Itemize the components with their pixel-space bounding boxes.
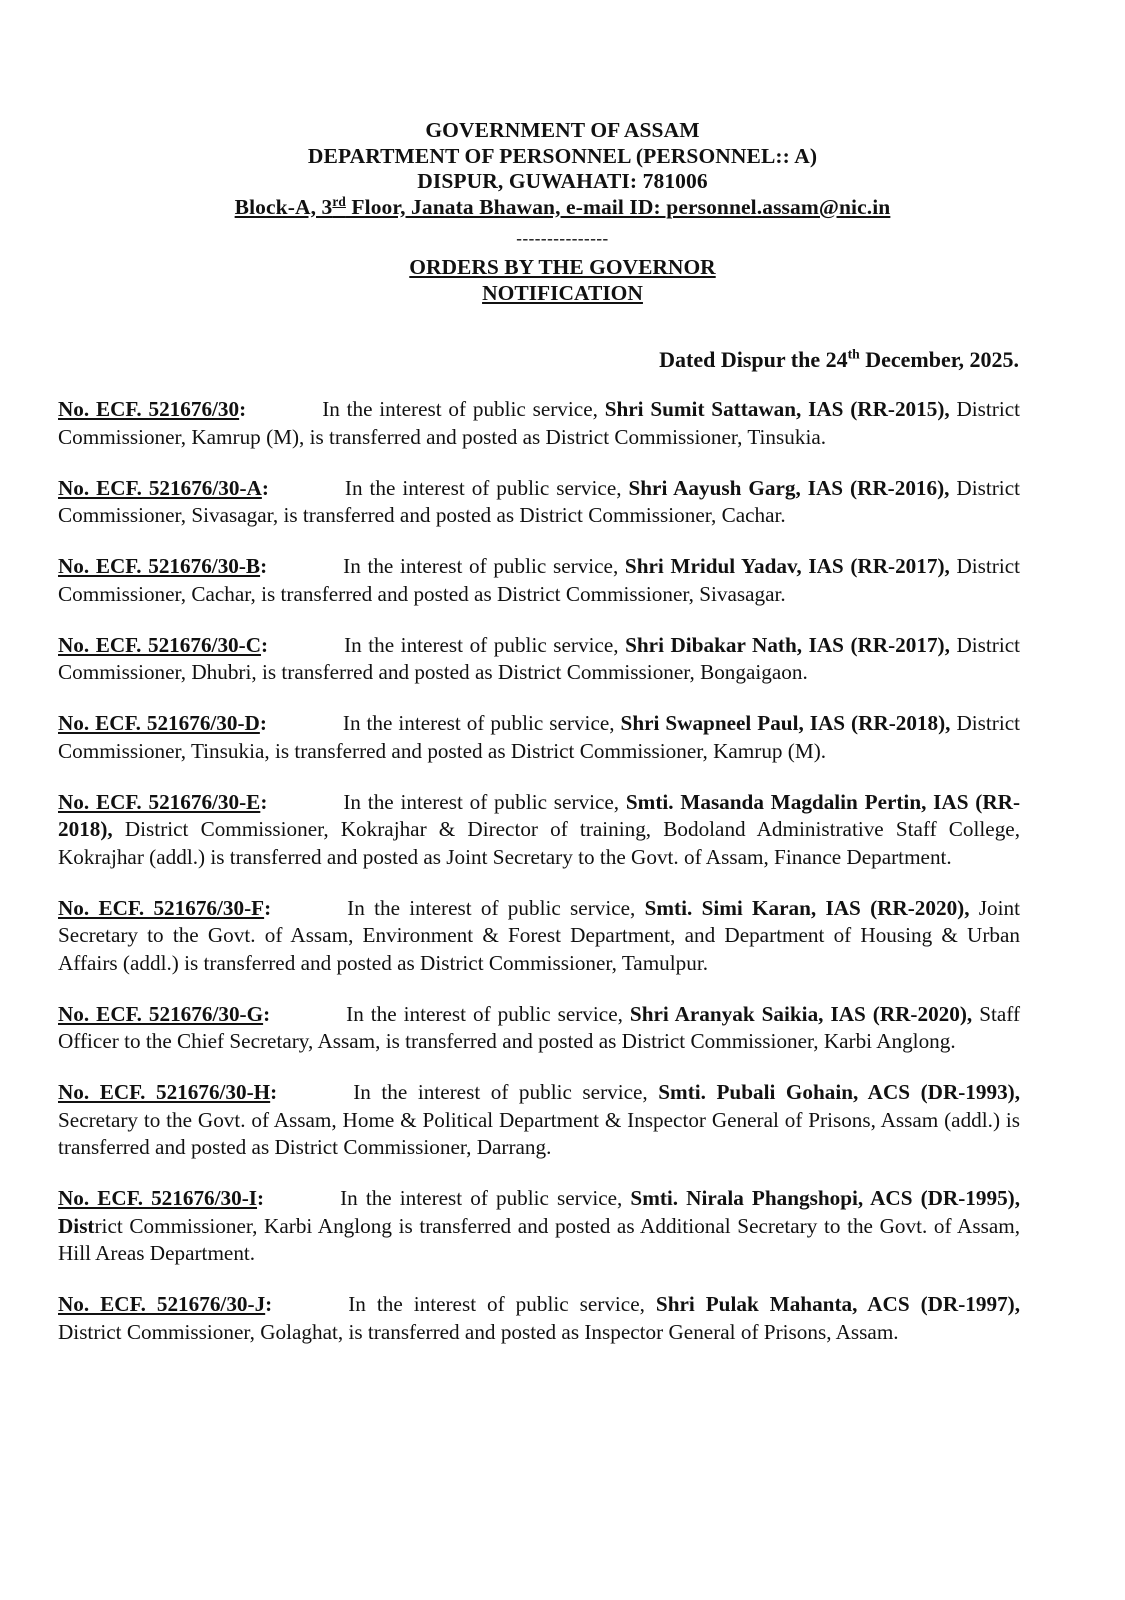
- address-suffix: Floor, Janata Bhawan, e-mail ID: personnel.assam@nic.in: [345, 194, 891, 219]
- order-lead-text: In the interest of public service,: [347, 895, 636, 920]
- order-detail-text: District Commissioner, Kamrup (M), is transferred and posted as District Commissioner, Tinsukia.: [58, 397, 1021, 449]
- order-reference-colon: :: [259, 711, 267, 735]
- order-detail-text: District Commissioner, Sivasagar, is transferred and posted as District Commissioner, Cachar.: [58, 475, 1020, 527]
- order-lead-text: In the interest of public service,: [344, 632, 619, 657]
- order-reference-colon: :: [264, 895, 272, 920]
- order-reference-number: No. ECF. 521676/30-F: [58, 895, 265, 920]
- order-paragraph: [58, 553, 1020, 608]
- order-detail-text: District Commissioner, Cachar, is transferred and posted as District Commissioner, Sivasagar.: [58, 554, 1021, 606]
- order-paragraph: [58, 396, 1020, 451]
- order-lead-text: In the interest of public service,: [342, 711, 615, 735]
- order-reference-number: No. ECF. 521676/30-D: [58, 711, 260, 735]
- order-reference-number: No. ECF. 521676/30-I: [58, 1186, 258, 1210]
- order-detail-text: District Commissioner, Kokrajhar & Director of training, Bodoland Administrative Staff College, Kokrajhar (addl.) is transferred and posted as Joint Secretary to the Govt. of Assam, Finance Department.: [58, 817, 1020, 869]
- order-paragraph: [58, 1079, 1020, 1162]
- letterhead: [0, 0, 1125, 220]
- order-lead-text: In the interest of public service,: [344, 475, 622, 500]
- order-detail-text: District Commissioner, Tinsukia, is transferred and posted as District Commissioner, Kamrup (M).: [58, 711, 1021, 763]
- order-officer-name: Shri Aayush Garg, IAS (RR-2016),: [628, 475, 950, 500]
- order-detail-text: District Commissioner, Dhubri, is transferred and posted as District Commissioner, Bongaigaon.: [58, 632, 1020, 684]
- order-detail-text: Staff Officer to the Chief Secretary, Assam, is transferred and posted as District Commissioner, Karbi Anglong.: [58, 1001, 1021, 1053]
- order-paragraph: [58, 895, 1020, 978]
- order-officer-name: Shri Sumit Sattawan, IAS (RR-2015),: [604, 397, 950, 421]
- order-reference-colon: :: [263, 1001, 271, 1026]
- order-officer-name: Shri Mridul Yadav, IAS (RR-2017),: [624, 554, 950, 578]
- order-lead-text: In the interest of public service,: [343, 554, 619, 578]
- order-officer-name: Smti. Masanda Magdalin Pertin, IAS (RR-2018),: [58, 789, 1021, 841]
- order-paragraph: [58, 475, 1020, 530]
- order-reference-number: No. ECF. 521676/30: [58, 397, 240, 421]
- order-officer-name: Shri Swapneel Paul, IAS (RR-2018),: [620, 711, 951, 735]
- order-paragraph: [58, 1001, 1020, 1056]
- order-officer-name: Smti. Nirala Phangshopi, ACS (DR-1995), Dist: [58, 1186, 1021, 1238]
- order-lead-text: In the interest of public service,: [348, 1292, 645, 1316]
- order-reference-colon: :: [265, 1292, 273, 1316]
- order-reference-number: No. ECF. 521676/30-H: [58, 1080, 271, 1104]
- order-reference-colon: :: [261, 475, 269, 500]
- order-reference-number: No. ECF. 521676/30-J: [58, 1292, 266, 1316]
- order-paragraph: [58, 1185, 1020, 1268]
- dateline-prefix: Dated Dispur the 24: [659, 347, 848, 372]
- dateline-suffix: December, 2025.: [859, 347, 1019, 372]
- order-reference-colon: :: [260, 554, 268, 578]
- order-paragraph: [58, 789, 1020, 872]
- order-officer-name: Smti. Simi Karan, IAS (RR-2020),: [644, 895, 970, 920]
- order-paragraph: [58, 1291, 1020, 1346]
- order-detail-text: rict Commissioner, Karbi Anglong is transferred and posted as Additional Secretary to the Govt. of Assam, Hill Areas Department.: [58, 1213, 1020, 1265]
- order-officer-name: Shri Aranyak Saikia, IAS (RR-2020),: [629, 1001, 973, 1026]
- order-reference-colon: :: [257, 1186, 265, 1210]
- orders-by-governor-title: ORDERS BY THE GOVERNOR: [409, 255, 716, 279]
- order-reference-number: No. ECF. 521676/30-G: [58, 1001, 264, 1026]
- letterhead-address: [0, 195, 1125, 221]
- order-paragraph: [58, 710, 1020, 765]
- order-lead-text: In the interest of public service,: [346, 1001, 623, 1026]
- order-lead-text: In the interest of public service,: [322, 397, 598, 421]
- order-reference-colon: :: [239, 397, 247, 421]
- notification-title-text: NOTIFICATION: [482, 281, 643, 305]
- order-detail-text: District Commissioner, Golaghat, is transferred and posted as Inspector General of Prisons, Assam.: [58, 1319, 899, 1344]
- orders-body: [0, 396, 1125, 1346]
- order-reference-number: No. ECF. 521676/30-C: [58, 632, 261, 657]
- order-reference-number: No. ECF. 521676/30-B: [58, 554, 261, 578]
- order-reference-colon: :: [261, 632, 269, 657]
- dateline-ordinal-suffix: th: [847, 346, 860, 362]
- order-lead-text: In the interest of public service,: [353, 1080, 648, 1104]
- dateline: [0, 347, 1125, 373]
- order-detail-text: Joint Secretary to the Govt. of Assam, Environment & Forest Department, and Department of Housing & Urban Affairs (addl.) is transferred and posted as District Commissioner, Tamulpur.: [58, 895, 1021, 975]
- order-officer-name: Shri Pulak Mahanta, ACS (DR-1997),: [655, 1292, 1021, 1316]
- order-reference-colon: :: [270, 1080, 278, 1104]
- notification-title: [0, 281, 1125, 306]
- order-reference-colon: :: [260, 789, 268, 814]
- order-paragraph: [58, 632, 1020, 687]
- letterhead-department: DEPARTMENT OF PERSONNEL (PERSONNEL:: A): [307, 143, 818, 168]
- address-ordinal-suffix: rd: [332, 193, 346, 209]
- order-officer-name: Smti. Pubali Gohain, ACS (DR-1993),: [658, 1080, 1021, 1104]
- order-detail-text: Secretary to the Govt. of Assam, Home & Political Department & Inspector General of Prisons, Assam (addl.) is transferred and posted as District Commissioner, Darrang.: [58, 1107, 1020, 1159]
- order-lead-text: In the interest of public service,: [340, 1186, 623, 1210]
- order-reference-number: No. ECF. 521676/30-A: [58, 475, 262, 500]
- letterhead-city: DISPUR, GUWAHATI: 781006: [417, 169, 708, 193]
- order-officer-name: Shri Dibakar Nath, IAS (RR-2017),: [625, 632, 950, 657]
- letterhead-government: GOVERNMENT OF ASSAM: [425, 118, 700, 142]
- order-lead-text: In the interest of public service,: [343, 789, 620, 814]
- order-reference-number: No. ECF. 521676/30-E: [58, 789, 261, 814]
- dashed-separator: ---------------: [516, 229, 609, 248]
- address-prefix: Block-A, 3: [234, 194, 333, 219]
